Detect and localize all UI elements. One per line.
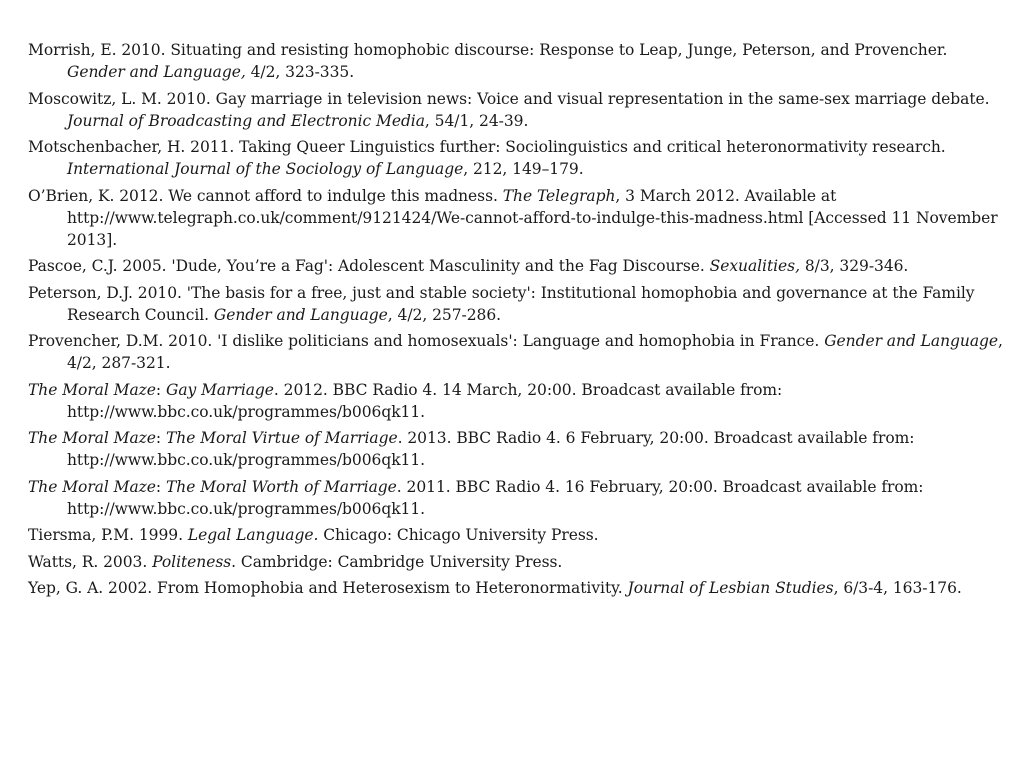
reference-entry [28, 88, 1006, 132]
reference-text: Watts, R. 2003. [28, 552, 153, 571]
reference-italic-text: Gender and Language [824, 332, 999, 350]
reference-italic-text: The Moral Maze [28, 380, 156, 399]
reference-entry [28, 476, 1006, 520]
reference-text: . 2012. BBC Radio 4. 14 March, 20:00. Broadcast available from: http://www.bbc.co.uk/programmes/b006qk11. [67, 380, 783, 421]
reference-entry [28, 282, 1006, 326]
reference-entry [28, 524, 1006, 546]
reference-text: Provencher, D.M. 2010. 'I dislike politicians and homosexuals': Language and homophobia in France. [28, 332, 825, 350]
reference-text: Chicago: Chicago University Press. [318, 526, 599, 544]
reference-italic-text: Journal of Lesbian Studies [627, 579, 834, 597]
reference-text: : [155, 477, 166, 496]
reference-entry [28, 379, 1006, 423]
reference-entry [28, 136, 1006, 180]
reference-text: . Cambridge: Cambridge University Press. [231, 552, 563, 571]
reference-text: Pascoe, C.J. 2005. 'Dude, You’re a Fag': Adolescent Masculinity and the Fag Discourse. [28, 257, 710, 275]
reference-list [28, 39, 1006, 599]
reference-italic-text: Politeness [152, 552, 232, 571]
reference-italic-text: The Moral Virtue of Marriage [165, 429, 398, 447]
reference-italic-text: International Journal of the Sociology of Language [67, 160, 464, 178]
reference-entry [28, 255, 1006, 277]
reference-text: O’Brien, K. 2012. We cannot afford to indulge this madness. [28, 186, 503, 205]
reference-italic-text: The Moral Worth of Marriage [165, 477, 397, 496]
reference-text: , 4/2, 257-286. [387, 305, 502, 324]
reference-italic-text: The Moral Maze [28, 429, 156, 447]
reference-entry [28, 39, 1006, 83]
reference-entry [28, 577, 1006, 599]
reference-entry [28, 330, 1006, 374]
reference-text: Yep, G. A. 2002. From Homophobia and Heterosexism to Heteronormativity. [28, 579, 628, 597]
reference-entry [28, 185, 1006, 251]
reference-italic-text: Legal Language. [187, 526, 319, 544]
reference-text: 4/2, 323-335. [245, 63, 355, 81]
reference-text: , 4/2, 287-321. [67, 332, 1003, 372]
reference-italic-text: Sexualities, [709, 257, 800, 275]
reference-text: : [155, 380, 166, 399]
reference-entry [28, 551, 1006, 573]
reference-text: Tiersma, P.M. 1999. [28, 526, 188, 544]
reference-text: , 6/3-4, 163-176. [833, 579, 962, 597]
reference-entry [28, 427, 1006, 471]
reference-italic-text: Gender and Language, [67, 63, 246, 81]
reference-text: , 212, 149–179. [463, 160, 584, 178]
reference-italic-text: Gay Marriage [165, 380, 274, 399]
reference-italic-text: Gender and Language [213, 305, 388, 324]
reference-text: : [155, 429, 166, 447]
reference-text: Moscowitz, L. M. 2010. Gay marriage in television news: Voice and visual representation in the same-sex marriage debate. [28, 89, 990, 108]
reference-text: , 3 March 2012. Available at http://www.telegraph.co.uk/comment/9121424/We-cannot-afford-to-indulge-this-madness.html [Accessed 11 November 2013]. [67, 186, 998, 249]
reference-italic-text: The Telegraph [502, 186, 616, 205]
reference-text: . 2013. BBC Radio 4. 6 February, 20:00. Broadcast available from: http://www.bbc.co.uk/programmes/b006qk11. [67, 429, 915, 469]
reference-text: . 2011. BBC Radio 4. 16 February, 20:00. Broadcast available from: http://www.bbc.co.uk/programmes/b006qk11. [67, 477, 924, 518]
reference-text: Morrish, E. 2010. Situating and resisting homophobic discourse: Response to Leap, Junge, Peterson, and Provencher. [28, 41, 948, 59]
reference-text: Motschenbacher, H. 2011. Taking Queer Linguistics further: Sociolinguistics and critical heteronormativity research. [28, 138, 946, 156]
reference-text: Peterson, D.J. 2010. 'The basis for a free, just and stable society': Institutional homophobia and governance at the Family Research Council. [28, 283, 975, 324]
reference-italic-text: The Moral Maze [28, 477, 156, 496]
reference-text: , 54/1, 24-39. [424, 111, 529, 130]
reference-italic-text: Journal of Broadcasting and Electronic Media [67, 111, 425, 130]
reference-text: 8/3, 329-346. [799, 257, 909, 275]
